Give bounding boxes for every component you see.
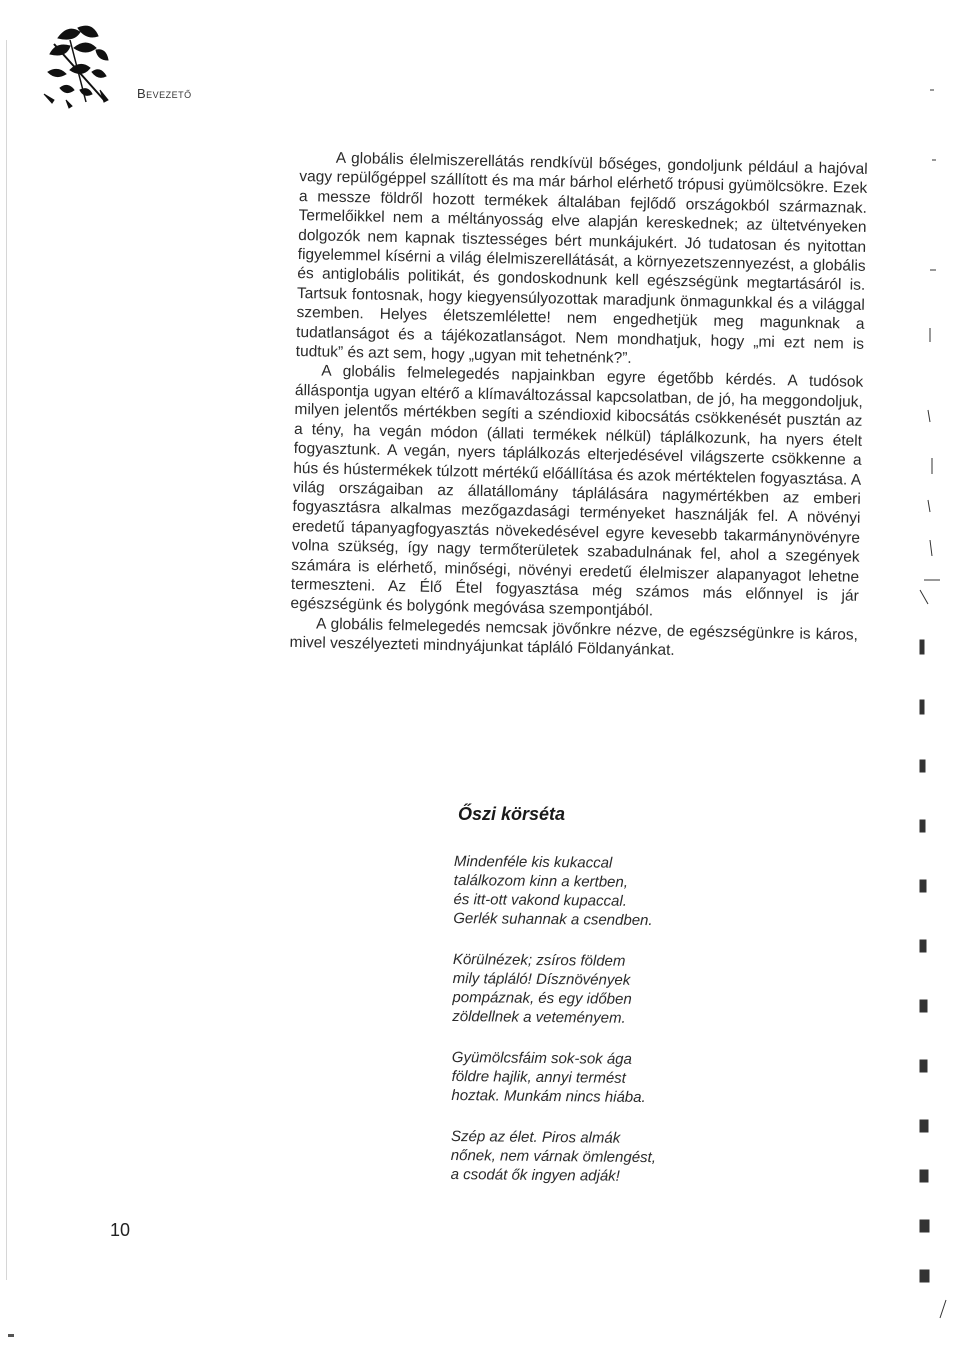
- poem-stanza: [451, 1048, 772, 1108]
- running-head: Bevezető: [137, 86, 192, 101]
- poem-line: pompáznak, és egy időben: [452, 988, 632, 1008]
- poem: [450, 852, 774, 1209]
- body-text: [289, 148, 867, 664]
- poem-stanza: [453, 852, 774, 931]
- poem-stanza: [451, 1127, 772, 1187]
- poem-line: Mindenféle kis kukaccal: [453, 852, 613, 872]
- poem-line: zöldellnek a veteményem.: [452, 1007, 626, 1027]
- page-number: 10: [110, 1220, 131, 1240]
- poem-line: Gyümölcsfáim sok-sok ága: [451, 1048, 632, 1068]
- poem-line: a csodát ők ingyen adják!: [450, 1165, 620, 1185]
- poem-line: mily tápláló! Dísznövények: [452, 969, 631, 989]
- poem-line: Körülnézek; zsíros földem: [452, 950, 626, 970]
- leaf-ornament-icon: [30, 20, 125, 110]
- scan-corner-mark: [8, 1334, 14, 1337]
- paragraph: A globális felmelegedés nemcsak jövőnkre nézve, de egészségünkre is káros, mivel veszélyezteti mindnyájunkat tápláló Földanyánkat.: [289, 615, 859, 660]
- paragraph: A globális felmelegedés napjainkban egyre égetőbb kérdés. A tudósok álláspontja ugyan eltérő a klímaváltozással kapcsolatban, de jó, ha meggondoljuk, milyen jelentős mértékben segíti a széndioxid kibocsátás csökkenését pusztán az a tény, ha vegán módon (állati termékek nélkül) táplálkozunk, ha nyers ételt fogyasztunk. A vegán, nyers táplálkozás elterjedésével világszerte csökkenne a hús és hústermékek túlzott mértékű előállítása és azok mértéktelen fogyasztása. A világ országaiban az állatállomány táplálására nagymértékben az emberi fogyasztásra alkalmas mezőgazdasági terményeket használják fel. A növényi eredetű tápanyagfogyasztás növekedésével egyre kevesebb takarmánynövényre volna szükség, így nagy termőterületek szabadulnának fel, ahol a szegények számára is elérhető, minőségi, növényi eredetű élelmiszer alapanyagot lehetne termeszteni. Az Élő Étel fogyasztása még számos más előnnyel is jár egészségünk és bolygónk megóvása szempontjából.: [290, 362, 864, 620]
- poem-line: Gerlék suhannak a csendben.: [453, 909, 653, 930]
- page-edge-marks: [900, 60, 950, 1320]
- poem-line: találkozom kinn a kertben,: [453, 871, 629, 891]
- poem-stanza: [452, 950, 773, 1029]
- poem-line: nőnek, nem várnak ömlengést,: [450, 1146, 657, 1167]
- poem-title: Őszi körséta: [458, 804, 566, 824]
- poem-line: földre hajlik, annyi termést: [451, 1067, 626, 1087]
- paragraph: A globális élelmiszerellátás rendkívül bőséges, gondoljunk például a hajóval vagy repülőgéppel szállított és ma már bárhol elérhető trópusi gyümölcsökre. Ezek a messze földről hozott termékek általában fejlődő országokból származnak. Termelőikkel nem a méltányosság elve alapján kereskednek; az ültetvényeken dolgozók nem kapnak tisztességes bért munkájukért. Jó tudatosan és nyitottan figyelemmel kísérni a világ élelmiszerellátását, a környezetszennyezést, a globális és antiglobális politikát, és gondoskodnunk kell egészségünk megtartásáról is. Tartsuk fontosnak, hogy kiegyensúlyozottak maradjunk önmagunkkal és a világgal szemben. Helyes életszemlélette! nem engedhetjük meg magunknak a tudatlanságot és a tájékozatlanságot. Nem mondhatjuk, hogy „mi ezt nem is tudtuk” és azt sem, hogy „ugyan mit tehetnénk?”.: [295, 149, 868, 368]
- poem-line: és itt-ott vakond kupaccal.: [453, 890, 628, 910]
- page-left-edge-shadow: [6, 40, 7, 1280]
- poem-line: hoztak. Munkám nincs hiába.: [451, 1086, 646, 1107]
- poem-line: Szép az élet. Piros almák: [450, 1127, 621, 1147]
